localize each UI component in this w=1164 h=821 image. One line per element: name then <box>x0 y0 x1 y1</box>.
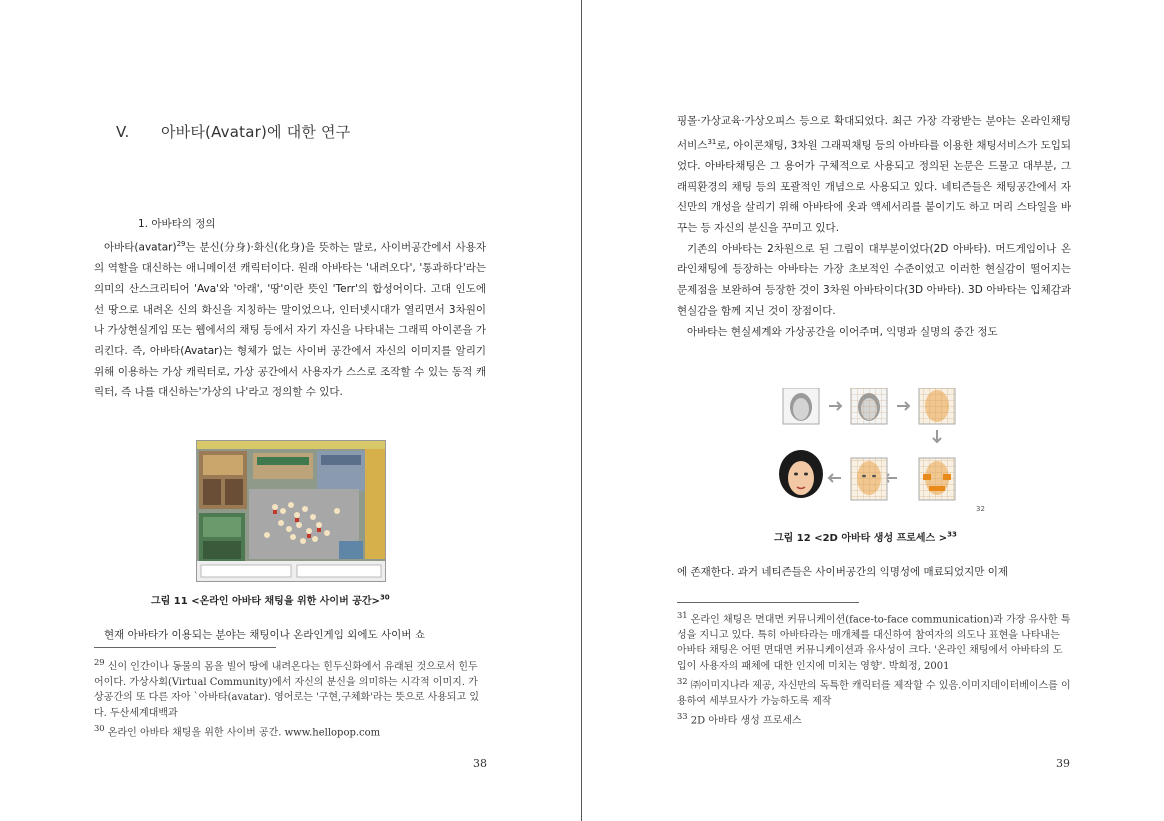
page-divider <box>581 0 582 821</box>
footnote-text: 2D 아바타 생성 프로세스 <box>690 715 802 727</box>
chapter-heading <box>116 121 350 142</box>
body-paragraph-1 <box>94 234 486 403</box>
figure-caption-ref[interactable]: 33 <box>947 530 957 539</box>
chapter-title: 아바타(Avatar)에 대한 연구 <box>160 123 351 141</box>
footnote-text: 신이 인간이나 동물의 몸을 빌어 땅에 내려온다는 힌두신화에서 유래된 것으로서 힌두어이다. 가상사회(Virtual Community)에서 자신의 분신을 의미하는 시각적 이미지. 가상공간의 또 다른 자아 `아바타(avatar). 영어로는 '구현,구체화'라는 뜻으로 사용되고 있다. 두산세계대백과 <box>94 661 480 719</box>
figure-caption <box>774 529 957 544</box>
para2: 기존의 아바타는 2차원으로 된 그림이 대부분이었다(2D 아바타). 머드게임이나 온라인채팅에 등장하는 아바타는 가장 초보적인 수준이었고 이러한 현실감이 떨어지는 문제점을 보완하여 등장한 것이 3차원 아바타이다(3D 아바타). 3D 아바타는 입체감과 현실감을 함께 지닌 것이 장점이다. <box>677 242 1071 317</box>
footnote-ref-31[interactable]: 31 <box>707 137 717 146</box>
diagram-note: 32 <box>976 505 985 513</box>
para2-text: 현재 아바타가 이용되는 분야는 채팅이나 온라인게임 외에도 사이버 쇼 <box>104 629 425 641</box>
footnote-number: 32 <box>677 675 688 686</box>
figure-caption-text: 그림 11 <온라인 아바타 채팅을 위한 사이버 공간> <box>151 596 380 607</box>
footnotes <box>94 655 486 741</box>
footnote-text: ㈜이미지나라 제공, 자신만의 독특한 캐릭터를 제작할 수 있음.이미지데이터베이스를 이용하여 세부묘사가 가능하도록 제작 <box>677 680 1071 707</box>
body-paragraph-2 <box>94 625 486 646</box>
footnote-text: 온라인 채팅은 면대면 커뮤니케이션(face-to-face communication)과 가장 유사한 특성을 지니고 있다. 특히 아바타라는 매개체를 대신하여 참여자의 의도나 표현을 나타내는 아바타 채팅은 어떤 면대면 커뮤니케이션과 유사성이 크다. '온라인 채팅에서 아바타의 도입이 사용자의 패체에 대한 인지에 미치는 영향'. 박희정, 2001 <box>677 614 1071 672</box>
para4: 에 존재한다. 과거 네티즌들은 사이버공간의 익명성에 매료되었지만 이제 <box>677 566 1008 578</box>
chat-space-illustration <box>197 441 385 581</box>
avatar-process-diagram <box>773 388 997 518</box>
para1 <box>677 111 1071 239</box>
footnote-ref-29[interactable]: 29 <box>176 240 186 248</box>
para1-text-a: 아바타(avatar) <box>104 241 177 254</box>
body-paragraph-4 <box>677 562 1071 583</box>
footnote <box>94 721 486 741</box>
footnote <box>677 674 1071 709</box>
figure-caption-text: 그림 12 <2D 아바타 생성 프로세스 > <box>774 533 948 544</box>
footnote-divider <box>94 647 276 648</box>
figure-caption <box>151 592 390 607</box>
para1-text-a: 핑몰·가상교육·가상오피스 등으로 확대되었다. 최근 가장 각광받는 분야는 온라인채팅서비스 <box>677 115 1071 152</box>
footnote <box>677 608 1071 674</box>
footnote-divider <box>677 602 859 603</box>
chapter-number: V. <box>116 123 130 141</box>
figure-caption-ref[interactable]: 30 <box>379 593 390 602</box>
section-heading: 1. 아바타의 정의 <box>138 218 216 230</box>
footnote-number: 33 <box>677 711 688 722</box>
online-chat-screenshot <box>196 440 386 582</box>
body-paragraphs <box>677 111 1071 342</box>
para3: 아바타는 현실세계와 가상공간을 이어주며, 익명과 실명의 중간 정도 <box>687 325 998 338</box>
footnotes <box>677 608 1071 729</box>
footnote-number: 31 <box>677 610 688 620</box>
footnote-number: 29 <box>94 657 105 667</box>
footnote-text: 온라인 아바타 채팅을 위한 사이버 공간. www.hellopop.com <box>107 727 381 739</box>
right-page <box>583 0 1164 821</box>
footnote <box>94 655 486 721</box>
para1-text-b: 는 분신(分身)·화신(化身)을 뜻하는 말로, 사이버공간에서 사용자의 역할을 대신하는 애니메이션 캐릭터이다. 원래 아바타는 '내려오다', '통과하다'라는 의미의 산스크리티어 'Ava'와 '아래', '땅'이란 뜻인 'Terr'의 합성어이다. 고대 인도에선 땅으로 내려온 신의 화신을 지칭하는 말이었으나, 인터넷시대가 열리면서 3차원이나 가상현실게임 또는 웹에서의 채팅 등에서 자기 자신을 나타내는 그래픽 아이콘을 가리킨다. 즉, 아바타(Avatar)는 형체가 없는 사이버 공간에서 자신의 이미지를 알리기 위해 이용하는 가상 캐릭터로, 가상 공간에서 사용자가 스스로 조작할 수 있는 동적 캐릭터, 즉 나를 대신하는'가상의 나'라고 정의할 수 있다. <box>94 241 486 399</box>
page-number: 39 <box>1056 757 1070 770</box>
page-number: 38 <box>473 757 487 770</box>
footnote <box>677 709 1071 729</box>
footnote-number: 30 <box>94 722 105 733</box>
avatar-process-illustration <box>773 388 997 518</box>
para1-text-b: 로, 아이콘채팅, 3차원 그래픽채팅 등의 아바타를 이용한 채팅서비스가 도입되었다. 아바타채팅은 그 용어가 구체적으로 사용되고 정의된 논문은 드물고 대부분, 그래픽환경의 채팅 등의 포괄적인 개념으로 사용되고 있다. 네티즌들은 채팅공간에서 자신만의 개성을 살리기 위해 아바타에 옷과 액세서리를 붙이기도 하고 머리 스타일을 바꾸는 등 자신의 분신을 꾸미고 있다. <box>677 139 1071 235</box>
